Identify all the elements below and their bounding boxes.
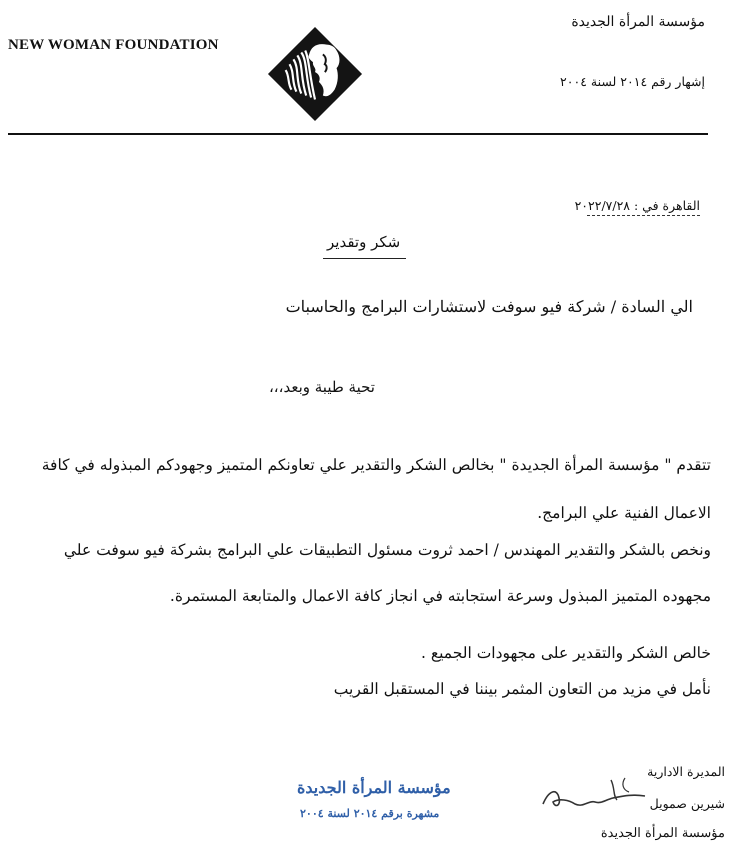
body-line: نأمل في مزيد من التعاون المثمر بيننا في المستقبل القريب <box>333 680 711 698</box>
signatory-organization: مؤسسة المرأة الجديدة <box>600 826 725 841</box>
subject-underline <box>323 258 406 259</box>
stamp-registration: مشهرة برقم ٢٠١٤ لسنة ٢٠٠٤ <box>300 807 440 820</box>
letter-subject: شكر وتقدير <box>327 233 401 251</box>
registration-number: إشهار رقم ٢٠١٤ لسنة ٢٠٠٤ <box>560 74 705 89</box>
date-underline <box>587 215 700 216</box>
signatory-name: شيرين صمويل <box>649 796 725 811</box>
handwritten-signature-icon <box>535 770 655 815</box>
letter-greeting: تحية طيبة وبعد،،، <box>268 378 375 396</box>
body-line: ونخص بالشكر والتقدير المهندس / احمد ثروت مسئول التطبيقات علي البرامج بشركة فيو سوفت علي <box>63 541 711 559</box>
stamp-org-name: مؤسسة المرأة الجديدة <box>297 778 451 797</box>
body-line: تتقدم " مؤسسة المرأة الجديدة " بخالص الشكر والتقدير علي تعاونكم المتميز وجهودكم المبذوله في كافة <box>41 456 711 474</box>
signatory-title: المديرة الادارية <box>647 764 725 779</box>
english-org-name: NEW WOMAN FOUNDATION <box>8 37 219 53</box>
body-line: مجهوده المتميز المبذول وسرعة استجابته في انجاز كافة الاعمال والمتابعة المستمرة. <box>169 587 711 605</box>
letter-date: القاهرة في : ٢٠٢٢/٧/٢٨ <box>574 198 700 213</box>
woman-profile-logo-icon <box>266 25 364 123</box>
arabic-org-name: مؤسسة المرأة الجديدة <box>571 14 705 30</box>
body-line: خالص الشكر والتقدير على مجهودات الجميع . <box>421 644 711 662</box>
header-divider <box>8 133 708 135</box>
letter-recipient: الي السادة / شركة فيو سوفت لاستشارات البرامج والحاسبات <box>285 297 693 316</box>
body-line: الاعمال الفنية علي البرامج. <box>537 504 711 522</box>
